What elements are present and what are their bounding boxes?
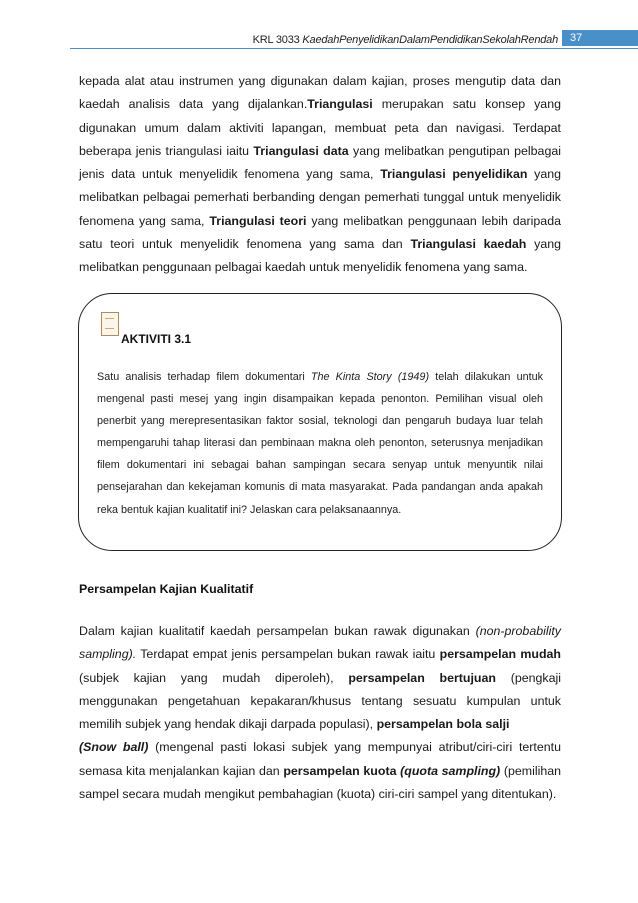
intro-text: merupakan satu konsep yang digunakan umum dalam aktiviti lapangan, membuat peta dan navigasi. Terdapat beberapa jenis triangulasi iaitu bbox=[79, 97, 561, 158]
sampling-paragraph bbox=[79, 620, 561, 806]
intro-text: kepada alat atau instrumen yang digunakan dalam kajian, proses mengutip data dan kaedah analisis data yang dijalankan. bbox=[79, 74, 561, 112]
intro-text: yang melibatkan penggunaan lebih daripada satu teori untuk menyelidik fenomena yang sama dan bbox=[79, 213, 561, 252]
sampling-text: Dalam kajian kualitatif kaedah persampelan bukan rawak digunakan bbox=[79, 624, 476, 638]
sampling-text: (mengenal pasti lokasi subjek yang mempunyai atribut/ciri-ciri tertentu semasa kita menjalankan kajian dan bbox=[79, 740, 561, 778]
term-persampelan-bertujuan: persampelan bertujuan bbox=[348, 670, 496, 685]
activity-title: AKTIVITI 3.1 bbox=[121, 332, 192, 346]
activity-box bbox=[78, 293, 562, 551]
term-persampelan-mudah: persampelan mudah bbox=[439, 647, 561, 662]
intro-text: yang melibatkan pengutipan pelbagai jenis data untuk menyelidik fenomena yang sama, bbox=[79, 143, 561, 182]
document-icon bbox=[101, 312, 119, 336]
intro-text: yang melibatkan penggunaan pelbagai kaedah untuk menyelidik fenomena yang sama. bbox=[79, 237, 561, 275]
section-heading: Persampelan Kajian Kualitatif bbox=[79, 582, 254, 596]
term-non-probability: (non-probability sampling). bbox=[79, 624, 561, 662]
intro-paragraph bbox=[79, 70, 561, 280]
activity-text bbox=[97, 366, 543, 521]
term-triangulasi-penyelidikan: Triangulasi penyelidikan bbox=[380, 167, 528, 182]
activity-text-part: Satu analisis terhadap filem dokumentari bbox=[97, 371, 311, 383]
term-quota-sampling: (quota sampling) bbox=[400, 763, 501, 778]
header-course-code: KRL 3033 bbox=[252, 34, 303, 46]
term-snow-ball: (Snow ball) bbox=[79, 740, 149, 755]
header-course bbox=[253, 34, 558, 46]
page-number: 37 bbox=[562, 30, 638, 46]
sampling-text: (pemilihan sampel secara mudah mengikut pembahagian (kuota) ciri-ciri sampel yang ditentukan). bbox=[79, 763, 561, 802]
term-persampelan-kuota: persampelan kuota bbox=[283, 763, 397, 778]
sampling-text: (pengkaji menggunakan pengetahuan kepakaran/khusus tentang sesuatu kumpulan untuk memilih subjek yang hendak dikaji darpada populasi), bbox=[79, 670, 561, 732]
term-triangulasi: Triangulasi bbox=[307, 97, 373, 112]
intro-text: yang melibatkan pelbagai pemerhati berbanding dengan pemerhati tunggal untuk menyelidik fenomena yang sama, bbox=[79, 167, 562, 228]
film-title: The Kinta Story (1949) bbox=[310, 371, 430, 383]
activity-text-part: telah dilakukan untuk mengenal pasti mesej yang ingin disampaikan kepada penonton. Pemilihan visual oleh penerbit yang merepresentasikan faktor sosial, teknologi dan pengaruh budaya luar telah mempengaruhi tahap literasi dan pembinaan makna oleh penonton, seterusnya menjadikan filem dokumentari ini sebagai bahan sampingan secara senyap untuk menyuntik nilai pensejarahan dan kekejaman komunis di mata masyarakat. Pada pandangan anda apakah reka bentuk kajian kualitatif ini? Jelaskan cara pelaksanaannya. bbox=[97, 371, 543, 516]
sampling-text: (subjek kajian yang mudah diperoleh), bbox=[79, 670, 349, 685]
term-triangulasi-kaedah: Triangulasi kaedah bbox=[410, 237, 527, 252]
header-divider bbox=[70, 48, 638, 49]
header-course-title: KaedahPenyelidikanDalamPendidikanSekolahRendah bbox=[302, 34, 558, 46]
term-persampelan-bola-salji: persampelan bola salji bbox=[376, 717, 510, 732]
term-triangulasi-teori: Triangulasi teori bbox=[209, 213, 307, 228]
term-triangulasi-data: Triangulasi data bbox=[253, 143, 349, 158]
sampling-text: Terdapat empat jenis persampelan bukan rawak iaitu bbox=[136, 647, 440, 662]
